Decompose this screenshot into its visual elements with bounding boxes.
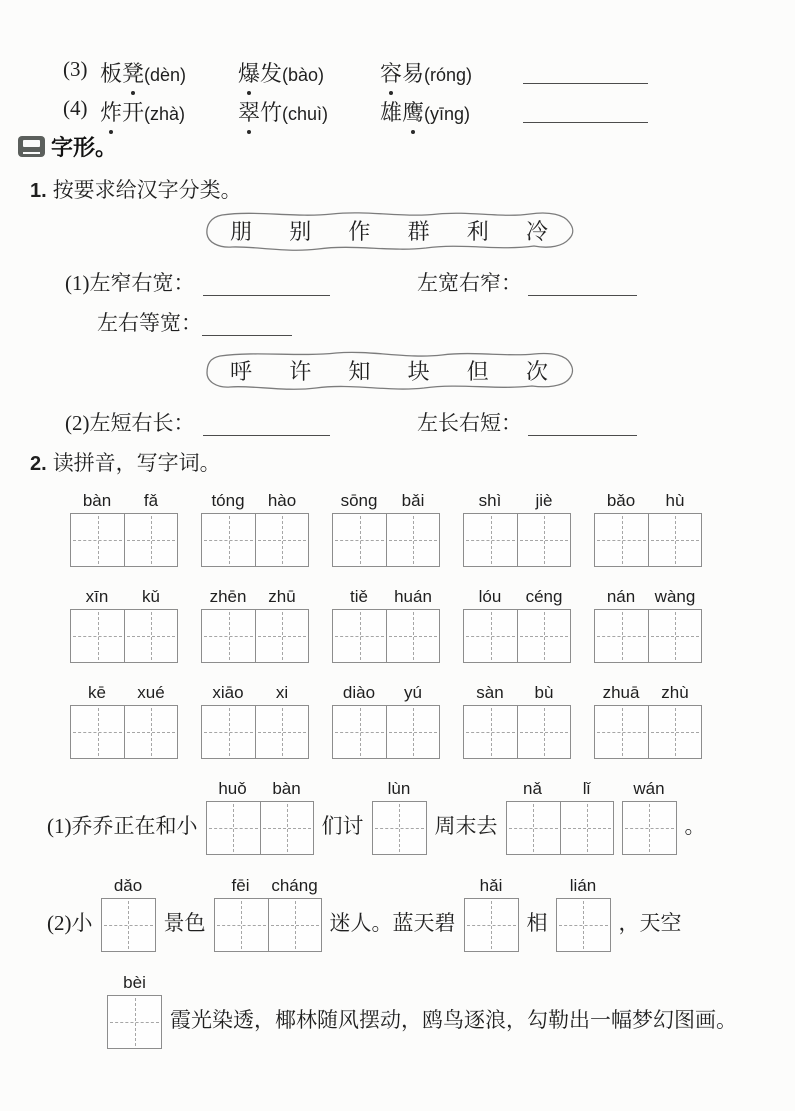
writing-grid <box>214 898 322 952</box>
character-bank-1 <box>198 207 580 253</box>
pinyin-label: zhū <box>268 587 296 606</box>
writing-grid <box>464 898 519 952</box>
tianzige-cell[interactable] <box>108 996 161 1048</box>
sentence-text: 们讨 <box>321 814 364 838</box>
writing-grid <box>107 995 162 1049</box>
pinyin-label: bàn <box>82 491 112 510</box>
writing-grid <box>201 513 309 567</box>
classification-label: 左宽右窄： <box>417 271 522 295</box>
pinyin-label: huǒ <box>218 779 247 798</box>
pinyin-label: huán <box>394 587 432 606</box>
tianzige-cell[interactable] <box>207 802 260 854</box>
bank-char: 知 <box>348 358 371 384</box>
exercise-1-heading <box>30 174 242 204</box>
exercise-number: 1. <box>30 180 47 202</box>
pinyin-label: sōng <box>340 491 378 510</box>
classification-line-1 <box>0 267 795 301</box>
character-bank-2 <box>198 347 580 393</box>
tianzige-cell[interactable] <box>202 514 255 566</box>
classification-line-1c <box>0 307 795 341</box>
bank-char: 利 <box>466 218 489 244</box>
writing-grid <box>332 609 440 663</box>
classification-label: (1)左窄右宽： <box>65 271 195 295</box>
tianzige-cell[interactable] <box>202 610 255 662</box>
sentence-text: (1)乔乔正在和小 <box>47 814 198 838</box>
tianzige-cell[interactable] <box>71 706 124 758</box>
word-grid-row-3 <box>70 683 702 759</box>
pinyin-word-grid <box>206 779 314 855</box>
tianzige-cell[interactable] <box>333 514 386 566</box>
item-number: (3) <box>63 57 88 81</box>
writing-grid <box>594 705 702 759</box>
bank-char: 朋 <box>230 218 253 244</box>
pinyin-label: tiě <box>350 587 368 606</box>
pinyin-word-grid <box>201 683 309 759</box>
pinyin-label: lián <box>569 876 597 895</box>
pinyin-label: yú <box>404 683 422 702</box>
tianzige-cell[interactable] <box>124 706 177 758</box>
bank-char: 冷 <box>525 218 548 244</box>
pinyin-word-grid <box>332 587 440 663</box>
writing-grid <box>201 705 309 759</box>
sentence-fill-2 <box>47 876 682 952</box>
exercise-number: 2. <box>30 453 47 475</box>
pinyin-word-grid <box>463 587 571 663</box>
writing-grid <box>463 705 571 759</box>
pinyin-label: bǎi <box>401 491 425 510</box>
pinyin-word-grid <box>214 876 322 952</box>
tianzige-cell[interactable] <box>202 706 255 758</box>
tianzige-cell[interactable] <box>386 610 439 662</box>
tianzige-cell[interactable] <box>464 610 517 662</box>
sentence-text: 。 <box>684 814 706 838</box>
pinyin-word-grid <box>107 973 162 1049</box>
pinyin-label: zhuā <box>602 683 640 702</box>
pinyin-label: bèi <box>123 973 146 992</box>
writing-grid <box>201 609 309 663</box>
writing-grid <box>70 513 178 567</box>
bank-characters <box>198 347 580 393</box>
answer-blank[interactable] <box>528 407 637 436</box>
classification-label: 左长右短： <box>417 411 522 435</box>
pinyin-label: hào <box>267 491 297 510</box>
pinyin-label: lóu <box>478 587 502 606</box>
answer-blank[interactable] <box>523 96 648 123</box>
tianzige-cell[interactable] <box>464 706 517 758</box>
bank-char: 块 <box>407 358 430 384</box>
tianzige-cell[interactable] <box>255 706 308 758</box>
answer-blank[interactable] <box>203 407 330 436</box>
pinyin-word-grid <box>70 491 178 567</box>
tianzige-cell[interactable] <box>71 610 124 662</box>
section-title: 字形。 <box>51 135 118 160</box>
tianzige-cell[interactable] <box>465 899 518 951</box>
sentence-text: 相 <box>526 911 548 935</box>
pinyin-label: nǎ <box>523 779 542 798</box>
tianzige-cell[interactable] <box>260 802 313 854</box>
tianzige-cell[interactable] <box>648 514 701 566</box>
phonetic-word: 板凳(dèn) <box>100 57 186 88</box>
writing-grid <box>332 705 440 759</box>
tianzige-cell[interactable] <box>373 802 426 854</box>
sentence-text: (2)小 <box>47 911 93 935</box>
classification-label: 左右等宽： <box>97 311 202 335</box>
bank-char: 别 <box>289 218 312 244</box>
answer-blank[interactable] <box>202 307 292 336</box>
tianzige-cell[interactable] <box>517 610 570 662</box>
pinyin-label: sàn <box>476 683 504 702</box>
pinyin-label: jiè <box>535 491 553 510</box>
tianzige-cell[interactable] <box>595 514 648 566</box>
tianzige-cell[interactable] <box>71 514 124 566</box>
writing-grid <box>70 609 178 663</box>
pinyin-label: shì <box>478 491 502 510</box>
writing-grid <box>622 801 677 855</box>
tianzige-cell[interactable] <box>102 899 155 951</box>
writing-grid <box>506 801 614 855</box>
phonetic-word: 炸开(zhà) <box>100 96 185 127</box>
tianzige-cell[interactable] <box>560 802 613 854</box>
phonetic-word: 雄鹰(yīng) <box>380 96 470 127</box>
item-number: (4) <box>63 96 88 120</box>
writing-grid <box>101 898 156 952</box>
pinyin-word-grid <box>464 876 519 952</box>
pinyin-word-grid <box>101 876 156 952</box>
pinyin-label: tóng <box>211 491 245 510</box>
pinyin-label: wán <box>633 779 665 798</box>
tianzige-cell[interactable] <box>255 514 308 566</box>
writing-grid <box>594 513 702 567</box>
tianzige-cell[interactable] <box>517 706 570 758</box>
writing-grid <box>556 898 611 952</box>
writing-grid <box>206 801 314 855</box>
tianzige-cell[interactable] <box>124 514 177 566</box>
phonetics-row-3 <box>0 57 795 91</box>
bank-char: 群 <box>407 218 430 244</box>
tianzige-cell[interactable] <box>623 802 676 854</box>
pinyin-word-grid <box>332 683 440 759</box>
writing-grid <box>463 609 571 663</box>
pinyin-label: bǎo <box>606 491 636 510</box>
pinyin-label: nán <box>606 587 636 606</box>
answer-blank[interactable] <box>528 267 637 296</box>
pinyin-label: kǔ <box>142 587 160 606</box>
pinyin-label: lùn <box>387 779 411 798</box>
pinyin-word-grid <box>70 587 178 663</box>
pinyin-label: céng <box>525 587 563 606</box>
tianzige-cell[interactable] <box>215 899 268 951</box>
writing-grid <box>594 609 702 663</box>
bank-characters <box>198 207 580 253</box>
tianzige-cell[interactable] <box>517 514 570 566</box>
bank-char: 但 <box>466 358 489 384</box>
pinyin-label: diào <box>342 683 376 702</box>
exercise-2-heading <box>30 447 221 477</box>
tianzige-cell[interactable] <box>386 706 439 758</box>
answer-blank[interactable] <box>203 267 330 296</box>
pinyin-word-grid <box>372 779 427 855</box>
sentence-fill-3 <box>107 973 737 1049</box>
sentence-text: 景色 <box>163 911 206 935</box>
tianzige-cell[interactable] <box>386 514 439 566</box>
pinyin-label: lǐ <box>582 779 591 798</box>
classification-label: (2)左短右长： <box>65 411 195 435</box>
pinyin-word-grid <box>594 683 702 759</box>
pinyin-label: wàng <box>654 587 696 606</box>
pinyin-word-grid <box>556 876 611 952</box>
writing-grid <box>372 801 427 855</box>
pinyin-label: zhēn <box>209 587 247 606</box>
sentence-text: 迷人。蓝天碧 <box>329 911 456 935</box>
pinyin-word-grid <box>622 779 677 855</box>
word-grid-row-1 <box>70 491 702 567</box>
pinyin-label: xiāo <box>212 683 244 702</box>
tianzige-cell[interactable] <box>464 514 517 566</box>
pinyin-label: xué <box>137 683 165 702</box>
tianzige-cell[interactable] <box>255 610 308 662</box>
pinyin-word-grid <box>463 683 571 759</box>
pinyin-word-grid <box>463 491 571 567</box>
exercise-title: 按要求给汉字分类。 <box>52 178 242 202</box>
sentence-text: 霞光染透，椰林随风摆动，鸥鸟逐浪，勾勒出一幅梦幻图画。 <box>170 1008 737 1032</box>
pinyin-word-grid <box>70 683 178 759</box>
pinyin-label: fēi <box>231 876 250 895</box>
pinyin-label: dǎo <box>113 876 143 895</box>
pinyin-label: xi <box>275 683 289 702</box>
pinyin-label: zhù <box>661 683 689 702</box>
pinyin-label: fǎ <box>143 491 159 510</box>
pinyin-label: hǎi <box>479 876 503 895</box>
pinyin-word-grid <box>594 587 702 663</box>
phonetic-word: 爆发(bào) <box>238 57 324 88</box>
pinyin-label: bàn <box>272 779 301 798</box>
sentence-text: 周末去 <box>434 814 498 838</box>
pinyin-word-grid <box>332 491 440 567</box>
word-grid-row-2 <box>70 587 702 663</box>
bank-char: 许 <box>289 358 312 384</box>
pinyin-label: kē <box>88 683 106 702</box>
pinyin-word-grid <box>201 587 309 663</box>
sentence-fill-1 <box>47 779 706 855</box>
tianzige-cell[interactable] <box>507 802 560 854</box>
phonetic-word: 翠竹(chuì) <box>238 96 328 127</box>
exercise-title: 读拼音，写字词。 <box>52 451 221 475</box>
pinyin-word-grid <box>506 779 614 855</box>
tianzige-cell[interactable] <box>595 610 648 662</box>
pinyin-label: hù <box>665 491 685 510</box>
tianzige-cell[interactable] <box>124 610 177 662</box>
pinyin-label: cháng <box>271 876 318 895</box>
sentence-text: ，天空 <box>618 911 682 935</box>
writing-grid <box>332 513 440 567</box>
pinyin-word-grid <box>594 491 702 567</box>
section-badge-icon <box>18 136 45 157</box>
answer-blank[interactable] <box>523 57 648 84</box>
phonetics-row-4 <box>0 96 795 130</box>
bank-char: 次 <box>525 358 548 384</box>
phonetic-word: 容易(róng) <box>380 57 472 88</box>
writing-grid <box>70 705 178 759</box>
bank-char: 呼 <box>230 358 253 384</box>
classification-line-2 <box>0 407 795 441</box>
section-header <box>18 131 117 162</box>
tianzige-cell[interactable] <box>333 610 386 662</box>
writing-grid <box>463 513 571 567</box>
tianzige-cell[interactable] <box>268 899 321 951</box>
tianzige-cell[interactable] <box>557 899 610 951</box>
tianzige-cell[interactable] <box>595 706 648 758</box>
bank-char: 作 <box>348 218 371 244</box>
pinyin-label: bù <box>534 683 554 702</box>
tianzige-cell[interactable] <box>333 706 386 758</box>
tianzige-cell[interactable] <box>648 706 701 758</box>
pinyin-word-grid <box>201 491 309 567</box>
tianzige-cell[interactable] <box>648 610 701 662</box>
pinyin-label: xīn <box>85 587 109 606</box>
